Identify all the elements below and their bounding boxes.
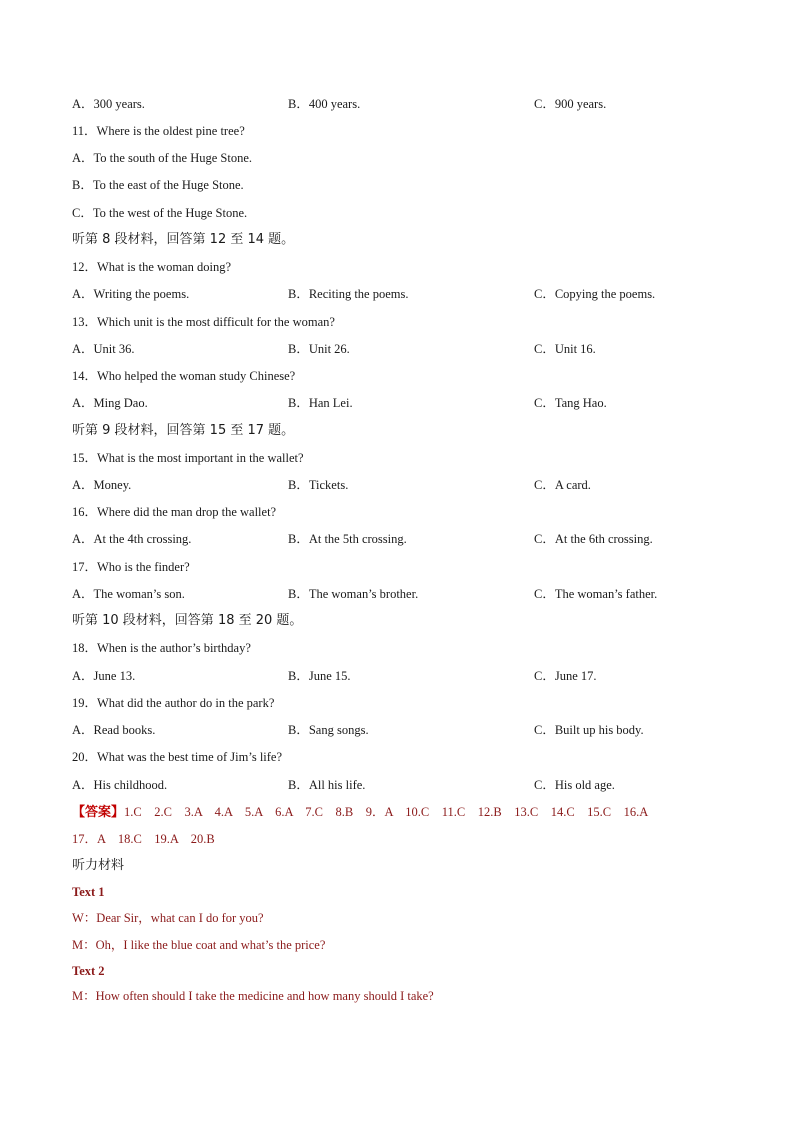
text-1-line-w: W：Dear Sir，what can I do for you?	[72, 911, 264, 925]
option-b: B．Reciting the poems.	[288, 287, 409, 301]
option-b: B．To the east of the Huge Stone.	[72, 178, 244, 192]
option-b: B．Tickets.	[288, 478, 349, 492]
option-a: A．June 13.	[72, 669, 136, 683]
option-a: A．Unit 36.	[72, 342, 135, 356]
option-c: C．At the 6th crossing.	[534, 532, 653, 546]
option-b: B．At the 5th crossing.	[288, 532, 407, 546]
option-b: B．All his life.	[288, 778, 366, 792]
option-a: A．Ming Dao.	[72, 396, 148, 410]
question-20: 20．What was the best time of Jim’s life?	[72, 750, 283, 764]
transcript-heading: 听力材料	[72, 858, 125, 873]
option-b: B．The woman’s brother.	[288, 587, 419, 601]
option-c: C．To the west of the Huge Stone.	[72, 206, 248, 220]
option-a: A．Writing the poems.	[72, 287, 190, 301]
text-1-title: Text 1	[72, 885, 105, 899]
question-19: 19．What did the author do in the park?	[72, 696, 275, 710]
section-instruction: 听第 10 段材料，回答第 18 至 20 题。	[72, 613, 303, 628]
option-a: A．Money.	[72, 478, 132, 492]
question-17: 17．Who is the finder?	[72, 560, 190, 574]
question-15: 15．What is the most important in the wallet?	[72, 451, 304, 465]
section-instruction: 听第 8 段材料，回答第 12 至 14 题。	[72, 232, 295, 247]
question-13: 13．Which unit is the most difficult for the woman?	[72, 315, 335, 329]
option-c: C．900 years.	[534, 97, 607, 111]
answer-key	[72, 804, 648, 821]
option-c: C．Tang Hao.	[534, 396, 607, 410]
option-a: A．At the 4th crossing.	[72, 532, 192, 546]
answer-heading: 【答案】	[72, 805, 125, 820]
text-1-line-m: M：Oh，I like the blue coat and what’s the price?	[72, 938, 326, 952]
question-11: 11．Where is the oldest pine tree?	[72, 124, 245, 138]
text-2-line-m: M：How often should I take the medicine and how many should I take?	[72, 989, 434, 1003]
option-a: A．His childhood.	[72, 778, 168, 792]
option-a: A．To the south of the Huge Stone.	[72, 151, 253, 165]
option-b: B．Unit 26.	[288, 342, 350, 356]
option-b: B．Han Lei.	[288, 396, 353, 410]
option-b: B．400 years.	[288, 97, 361, 111]
option-c: C．A card.	[534, 478, 591, 492]
option-a: A．300 years.	[72, 97, 145, 111]
answer-list-2: 17．A 18.C 19.A 20.B	[72, 832, 215, 846]
question-16: 16．Where did the man drop the wallet?	[72, 505, 277, 519]
option-b: B．June 15.	[288, 669, 351, 683]
option-c: C．Unit 16.	[534, 342, 596, 356]
text-2-title: Text 2	[72, 964, 105, 978]
answer-list-1: 1.C 2.C 3.A 4.A 5.A 6.A 7.C 8.B 9．A 10.C 11.C 12.B 13.C 14.C 15.C 16.A	[124, 805, 649, 819]
option-c: C．Copying the poems.	[534, 287, 656, 301]
option-a: A．The woman’s son.	[72, 587, 185, 601]
option-c: C．Built up his body.	[534, 723, 644, 737]
section-instruction: 听第 9 段材料，回答第 15 至 17 题。	[72, 423, 295, 438]
option-c: C．June 17.	[534, 669, 597, 683]
option-a: A．Read books.	[72, 723, 156, 737]
question-14: 14．Who helped the woman study Chinese?	[72, 369, 296, 383]
question-12: 12．What is the woman doing?	[72, 260, 231, 274]
option-c: C．The woman’s father.	[534, 587, 658, 601]
option-c: C．His old age.	[534, 778, 615, 792]
option-b: B．Sang songs.	[288, 723, 369, 737]
question-18: 18．When is the author’s birthday?	[72, 641, 251, 655]
